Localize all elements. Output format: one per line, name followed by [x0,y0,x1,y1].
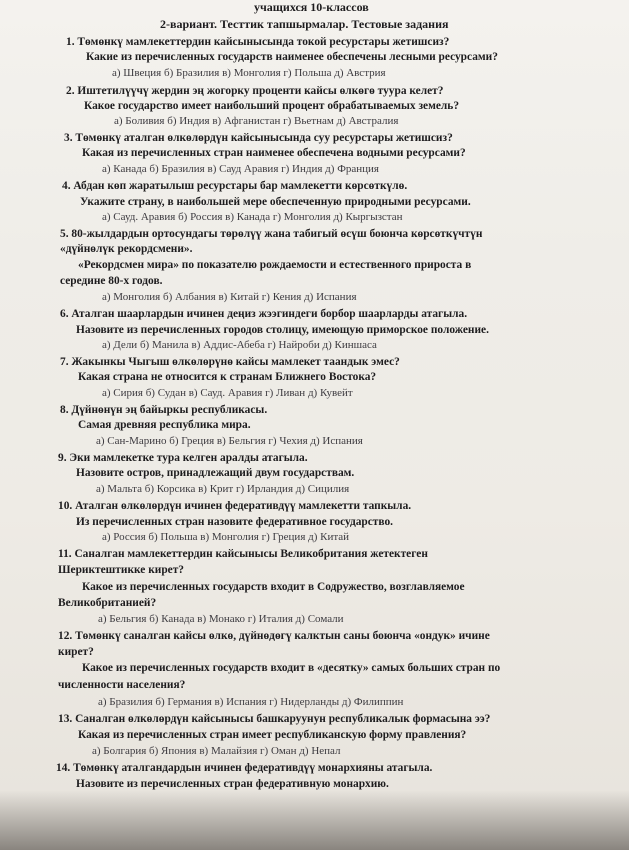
question-13-kyrgyz: 13. Саналган өлкөлөрдүн кайсынысы башкаруунун республикалык формасына ээ? [58,713,491,725]
question-4-kyrgyz: 4. Абдан көп жаратылыш ресурстары бар мамлекетти көрсөткүлө. [62,180,408,192]
question-12-options: а) Бразилия б) Германия в) Испания г) Нидерланды д) Филиппин [98,696,404,708]
question-9-russian: Назовите остров, принадлежащий двум государствам. [76,467,355,479]
question-5-options: а) Монголия б) Албания в) Китай г) Кения д) Испания [102,291,357,303]
page-title: 2-вариант. Тесттик тапшырмалар. Тестовые задания [160,17,449,31]
question-14-kyrgyz: 14. Төмөнкү аталгандардын ичинен федеративдүү монархияны атагыла. [56,762,433,774]
question-9-options: а) Мальта б) Корсика в) Крит г) Ирландия д) Сицилия [96,483,350,495]
question-13-options: а) Болгария б) Япония в) Малайзия г) Оман д) Непал [92,745,341,757]
question-1-options: а) Швеция б) Бразилия в) Монголия г) Польша д) Австрия [112,67,386,79]
question-6-kyrgyz: 6. Аталган шаарлардын ичинен деңиз жээгиндеги борбор шаарларды атагыла. [60,308,468,320]
bottom-shadow [0,790,629,850]
question-2-kyrgyz: 2. Иштетилүүчү жердин эң жогорку проценти кайсы өлкөгө туура келет? [66,85,444,97]
question-6-options: а) Дели б) Манила в) Аддис-Абеба г) Найроби д) Киншаса [102,339,377,351]
question-5-russian-2: середине 80-х годов. [60,275,163,287]
header-top: учащихся 10-классов [254,0,369,14]
question-5-russian-1: «Рекордсмен мира» по показателю рождаемости и естественного прироста в [78,259,472,271]
question-7-russian: Какая страна не относится к странам Ближнего Востока? [78,371,377,383]
question-11-kyrgyz-2: Шериктештикке кирет? [58,564,185,576]
question-13-russian: Какая из перечисленных стран имеет республиканскую форму правления? [78,729,467,741]
question-12-russian-2: численности населения? [58,679,186,691]
question-1-kyrgyz: 1. Төмөнкү мамлекеттердин кайсынысында токой ресурстары жетишсиз? [66,36,450,48]
question-4-options: а) Сауд. Аравия б) Россия в) Канада г) Монголия д) Кыргызстан [102,211,403,223]
question-10-options: а) Россия б) Польша в) Монголия г) Греция д) Китай [102,531,350,543]
question-11-options: а) Бельгия б) Канада в) Монако г) Италия д) Сомали [98,613,344,625]
question-10-kyrgyz: 10. Аталган өлкөлөрдүн ичинен федеративдүү мамлекетти тапкыла. [58,500,412,512]
question-9-kyrgyz: 9. Эки мамлекетке тура келген аралды атагыла. [58,452,308,464]
question-3-russian: Какая из перечисленных стран наименее обеспечена водными ресурсами? [82,147,466,159]
question-8-kyrgyz: 8. Дүйнөнүн эң байыркы республикасы. [60,404,268,416]
question-1-russian: Какие из перечисленных государств наименее обеспечены лесными ресурсами? [86,51,498,63]
question-5-kyrgyz-2: «дүйнөлүк рекордсмени». [60,243,193,255]
question-3-options: а) Канада б) Бразилия в) Сауд Аравия г) Индия д) Франция [102,163,379,175]
question-2-options: а) Боливия б) Индия в) Афганистан г) Вьетнам д) Австралия [114,115,399,127]
question-5-kyrgyz-1: 5. 80-жылдардын ортосундагы төрөлүү жана табигый өсүш боюнча көрсөткүчтүн [60,228,483,240]
question-7-kyrgyz: 7. Жакынкы Чыгыш өлкөлөрүнө кайсы мамлекет таандык эмес? [60,356,400,368]
question-11-russian-2: Великобританией? [58,597,157,609]
question-8-russian: Самая древняя республика мира. [78,419,251,431]
question-2-russian: Какое государство имеет наибольший процент обрабатываемых земель? [84,100,460,112]
question-14-russian: Назовите из перечисленных стран федеративную монархию. [76,778,389,790]
question-11-russian-1: Какое из перечисленных государств входит в Содружество, возглавляемое [82,581,465,593]
question-6-russian: Назовите из перечисленных городов столицу, имеющую приморское положение. [76,324,489,336]
question-12-kyrgyz-2: кирет? [58,646,94,658]
question-4-russian: Укажите страну, в наибольшей мере обеспеченную природными ресурсами. [80,196,471,208]
question-10-russian: Из перечисленных стран назовите федеративное государство. [76,516,394,528]
question-8-options: а) Сан-Марино б) Греция в) Бельгия г) Чехия д) Испания [96,435,363,447]
question-11-kyrgyz-1: 11. Саналган мамлекеттердин кайсынысы Великобритания жетектеген [58,548,428,560]
question-3-kyrgyz: 3. Төмөнкү аталган өлкөлөрдүн кайсынысында суу ресурстары жетишсиз? [64,132,453,144]
question-12-russian-1: Какое из перечисленных государств входит в «десятку» самых больших стран по [82,662,501,674]
question-12-kyrgyz-1: 12. Төмөнкү саналган кайсы өлкө, дүйнөдөгү калктын саны боюнча «ондук» ичине [58,630,490,642]
question-7-options: а) Сирия б) Судан в) Сауд. Аравия г) Ливан д) Кувейт [102,387,353,399]
